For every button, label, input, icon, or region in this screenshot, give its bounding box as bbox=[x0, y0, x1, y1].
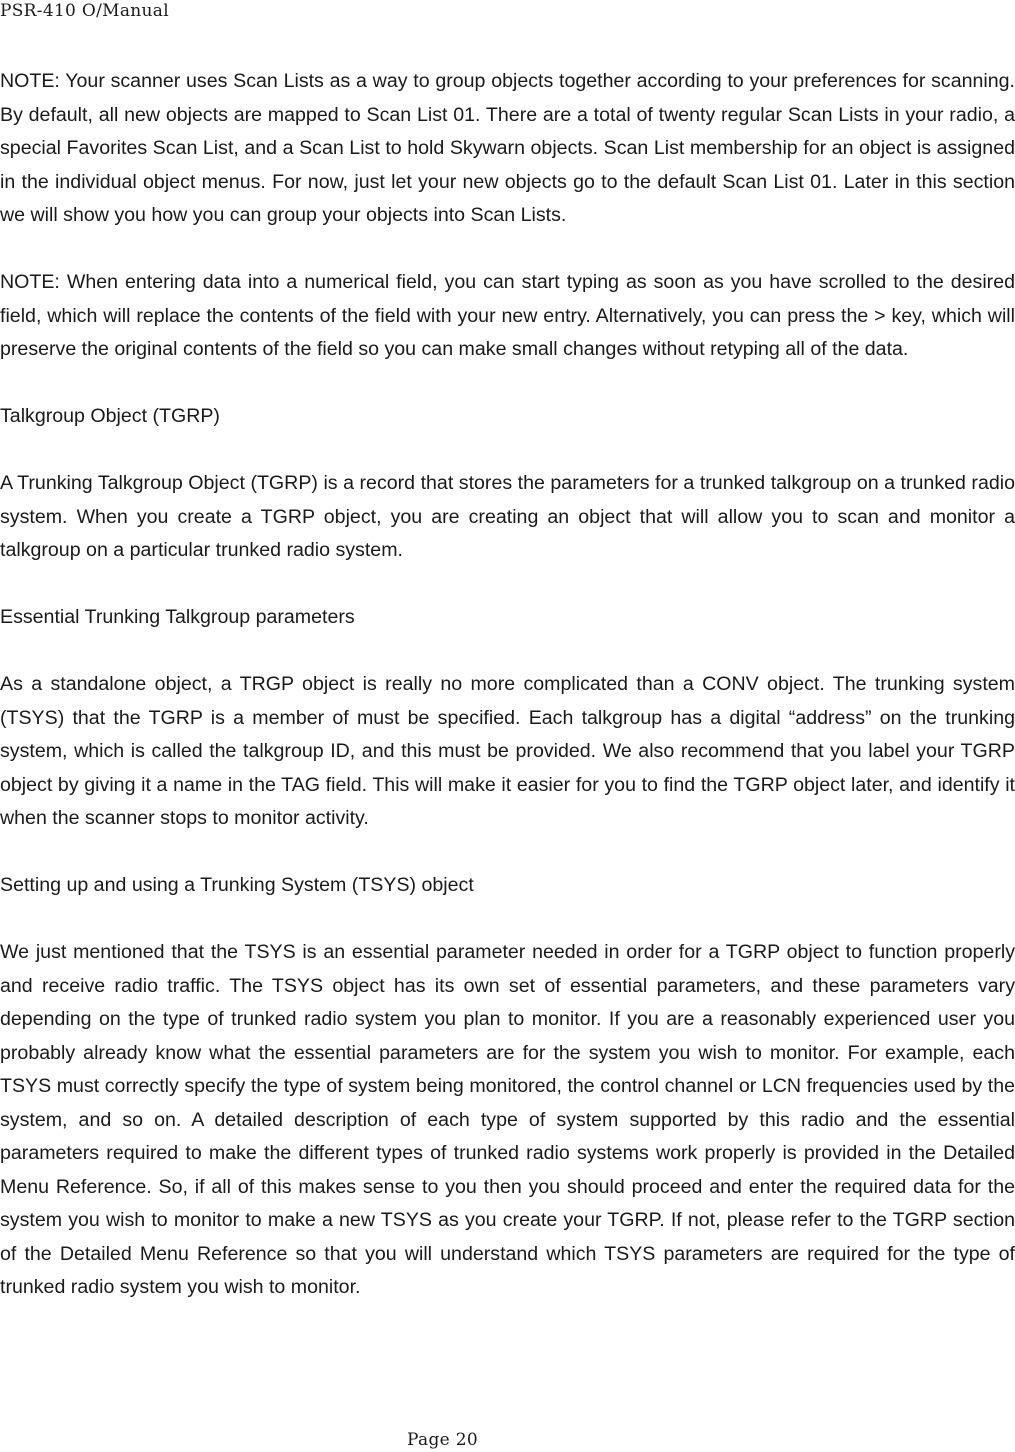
essential-params-description: As a standalone object, a TRGP object is really no more complicated than a CONV object. The trunking system (TSYS) that the TGRP is a member of must be specified. Each talkgroup has a digital “address” on the trunking system, which is called the talkgroup ID, and this must be provided. We also recommend that you label your TGRP object by giving it a name in the TAG field. This will make it easier for you to find the TGRP object later, and identify it when the scanner stops to monitor activity. bbox=[0, 673, 1015, 829]
note-scan-lists: NOTE: Your scanner uses Scan Lists as a way to group objects together according to your preferences for scanning. By default, all new objects are mapped to Scan List 01. There are a total of twenty regular Scan Lists in your radio, a special Favorites Scan List, and a Scan List to hold Skywarn objects. Scan List membership for an object is assigned in the individual object menus. For now, just let your new objects go to the default Scan List 01. Later in this section we will show you how you can group your objects into Scan Lists. bbox=[0, 70, 1015, 226]
document-title: PSR-410 O/Manual bbox=[0, 1, 169, 21]
section-heading-essential-params: Essential Trunking Talkgroup parameters bbox=[0, 606, 355, 628]
section-heading-tsys: Setting up and using a Trunking System (TSYS) object bbox=[0, 874, 474, 896]
tgrp-description: A Trunking Talkgroup Object (TGRP) is a record that stores the parameters for a trunked talkgroup on a trunked radio system. When you create a TGRP object, you are creating an object that will allow you to scan and monitor a talkgroup on a particular trunked radio system. bbox=[0, 472, 1015, 561]
page-header bbox=[0, 0, 169, 22]
page-number: Page 20 bbox=[407, 1430, 478, 1450]
section-heading-tgrp: Talkgroup Object (TGRP) bbox=[0, 405, 220, 427]
note-numerical-field: NOTE: When entering data into a numerical field, you can start typing as soon as you have scrolled to the desired field, which will replace the contents of the field with your new entry. Alternatively, you can press the > key, which will preserve the original contents of the field so you can make small changes without retyping all of the data. bbox=[0, 271, 1015, 360]
page-footer bbox=[0, 1429, 1015, 1451]
page-body bbox=[0, 65, 1015, 1305]
tsys-description: We just mentioned that the TSYS is an essential parameter needed in order for a TGRP object to function properly and receive radio traffic. The TSYS object has its own set of essential parameters, and these parameters vary depending on the type of trunked radio system you plan to monitor. If you are a reasonably experienced user you probably already know what the essential parameters are for the system you wish to monitor. For example, each TSYS must correctly specify the type of system being monitored, the control channel or LCN frequencies used by the system, and so on. A detailed description of each type of system supported by this radio and the essential parameters required to make the different types of trunked radio systems work properly is provided in the Detailed Menu Reference. So, if all of this makes sense to you then you should proceed and enter the required data for the system you wish to monitor to make a new TSYS as you create your TGRP. If not, please refer to the TGRP section of the Detailed Menu Reference so that you will understand which TSYS parameters are required for the type of trunked radio system you wish to monitor. bbox=[0, 941, 1015, 1298]
